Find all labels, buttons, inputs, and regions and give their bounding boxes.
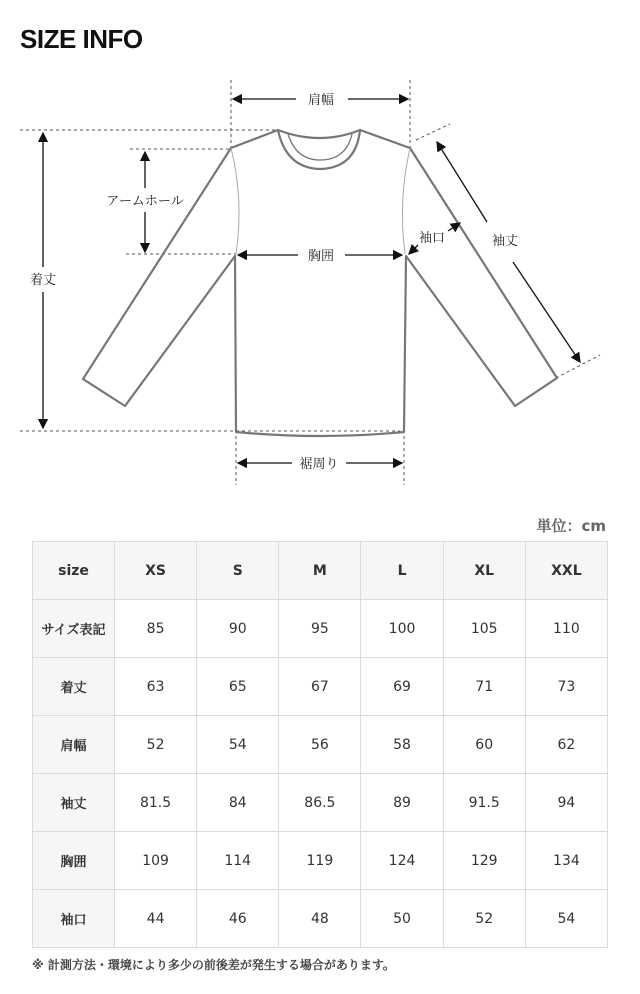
row-label: 袖口 [33, 890, 115, 948]
table-header-row [33, 542, 608, 600]
header-cell: XS [115, 542, 197, 600]
measurement-note: ※ 計測方法・環境により多少の前後差が発生する場合があります。 [32, 958, 395, 972]
shirt-outline [83, 130, 557, 436]
table-cell: 62 [525, 716, 607, 774]
row-label: 肩幅 [33, 716, 115, 774]
table-cell: 71 [443, 658, 525, 716]
table-cell: 63 [115, 658, 197, 716]
table-cell: 52 [115, 716, 197, 774]
table-cell: 54 [525, 890, 607, 948]
row-label: 袖丈 [33, 774, 115, 832]
size-table [32, 541, 608, 948]
unit-label: 単位：cm [536, 517, 606, 535]
table-cell: 67 [279, 658, 361, 716]
table-cell: 81.5 [115, 774, 197, 832]
shoulder-label: 肩幅 [307, 93, 335, 108]
table-cell: 84 [197, 774, 279, 832]
table-cell: 44 [115, 890, 197, 948]
row-label: サイズ表記 [33, 600, 115, 658]
table-cell: 134 [525, 832, 607, 890]
table-row [33, 890, 608, 948]
garment-diagram [0, 70, 640, 500]
header-cell: size [33, 542, 115, 600]
header-cell: XL [443, 542, 525, 600]
table-cell: 105 [443, 600, 525, 658]
header-cell: M [279, 542, 361, 600]
sleeve-arrow-top [437, 142, 487, 222]
sleeve-label: 袖丈 [491, 234, 519, 249]
table-cell: 85 [115, 600, 197, 658]
cuff-label: 袖口 [418, 231, 446, 246]
table-cell: 95 [279, 600, 361, 658]
table-cell: 58 [361, 716, 443, 774]
cuff-arrow-down [409, 245, 418, 254]
header-cell: XXL [525, 542, 607, 600]
table-row [33, 600, 608, 658]
table-row [33, 658, 608, 716]
table-cell: 50 [361, 890, 443, 948]
table-cell: 91.5 [443, 774, 525, 832]
table-cell: 90 [197, 600, 279, 658]
row-label: 胸囲 [33, 832, 115, 890]
table-cell: 52 [443, 890, 525, 948]
row-label: 着丈 [33, 658, 115, 716]
armhole-label: アームホール [106, 194, 184, 209]
table-cell: 124 [361, 832, 443, 890]
armhole-seams [231, 148, 410, 254]
chest-label: 胸囲 [307, 249, 335, 264]
table-cell: 65 [197, 658, 279, 716]
table-cell: 73 [525, 658, 607, 716]
table-row [33, 832, 608, 890]
table-cell: 94 [525, 774, 607, 832]
table-cell: 54 [197, 716, 279, 774]
table-cell: 129 [443, 832, 525, 890]
header-cell: L [361, 542, 443, 600]
header-cell: S [197, 542, 279, 600]
table-cell: 48 [279, 890, 361, 948]
table-cell: 114 [197, 832, 279, 890]
table-cell: 89 [361, 774, 443, 832]
hem-label: 裾周り [299, 457, 339, 472]
table-cell: 110 [525, 600, 607, 658]
sleeve-arrow-bottom [513, 262, 580, 362]
cuff-arrow-up [448, 223, 460, 231]
guide-lines [20, 80, 600, 485]
page-title: SIZE INFO [20, 24, 143, 54]
table-cell: 56 [279, 716, 361, 774]
table-cell: 109 [115, 832, 197, 890]
table-cell: 86.5 [279, 774, 361, 832]
table-cell: 60 [443, 716, 525, 774]
table-row [33, 716, 608, 774]
table-cell: 46 [197, 890, 279, 948]
table-cell: 119 [279, 832, 361, 890]
table-row [33, 774, 608, 832]
table-cell: 100 [361, 600, 443, 658]
length-label: 着丈 [29, 273, 57, 288]
table-cell: 69 [361, 658, 443, 716]
